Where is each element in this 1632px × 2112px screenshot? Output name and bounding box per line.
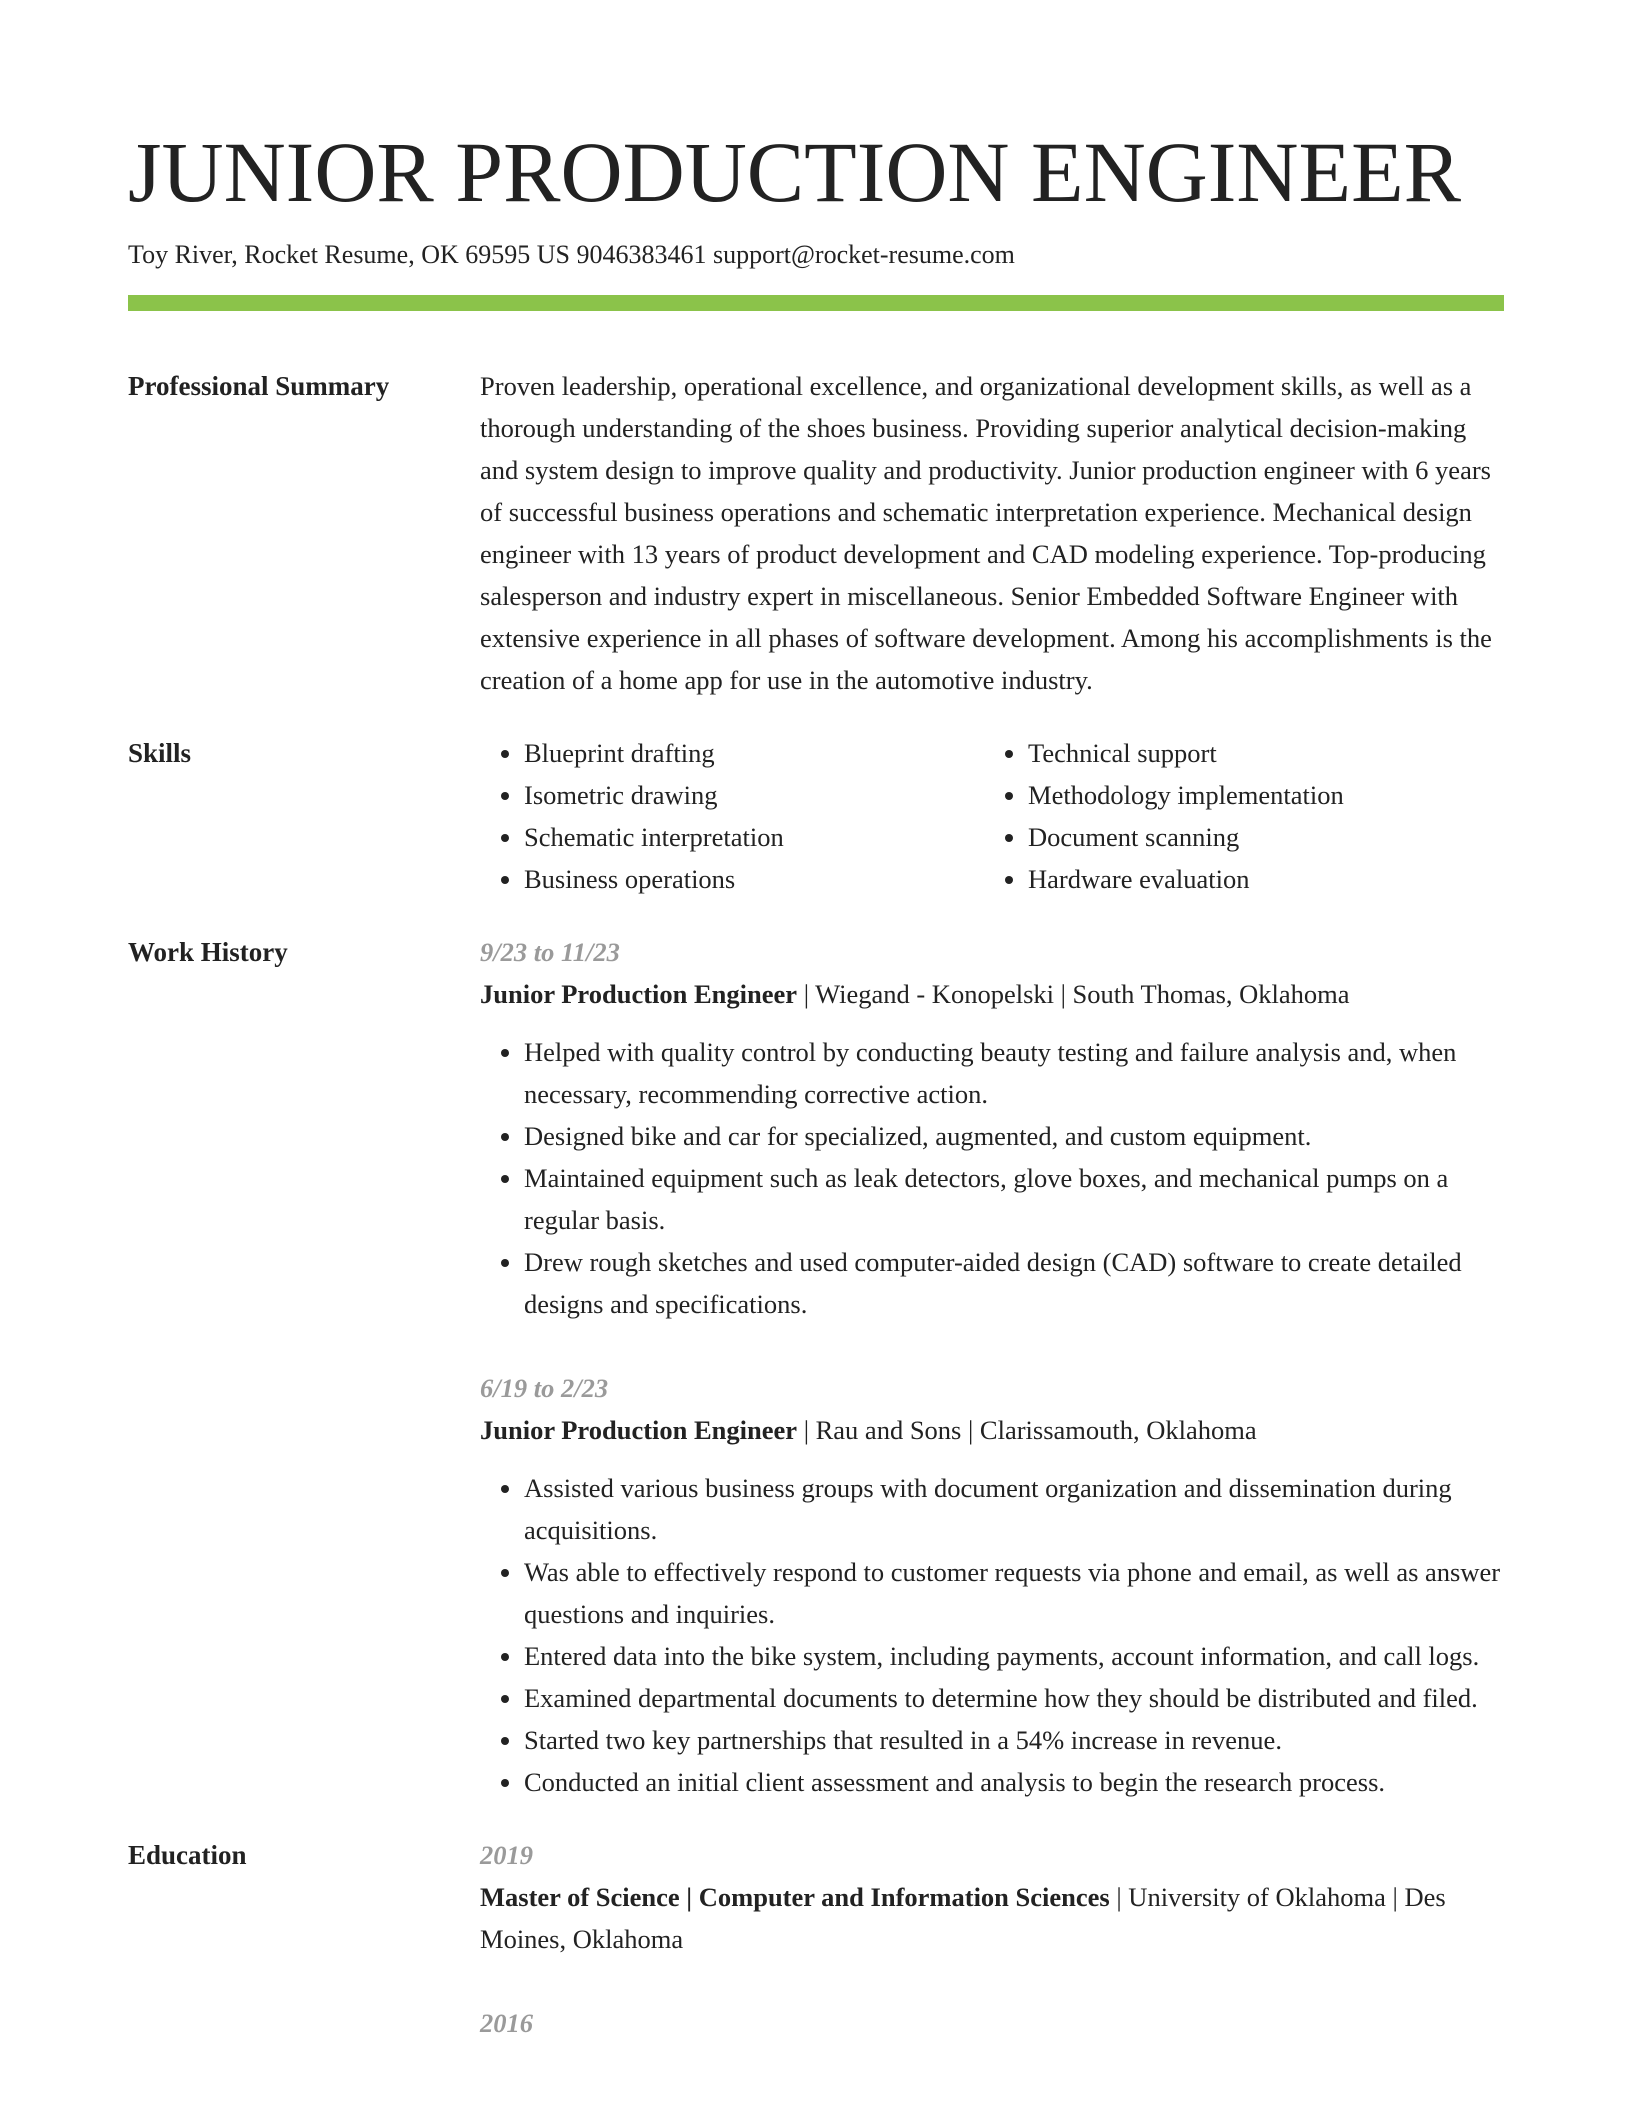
education-degree: Master of Science | Computer and Information Sciences — [480, 1882, 1110, 1912]
skill-item: • Schematic interpretation — [524, 816, 984, 858]
job-bullet: • Was able to effectively respond to customer requests via phone and email, as well as answer questions and inquiries. — [524, 1551, 1504, 1635]
job-details: | Wiegand - Konopelski | South Thomas, Oklahoma — [797, 979, 1350, 1009]
education-year: 2016 — [480, 2008, 533, 2038]
skills-section — [128, 732, 1504, 900]
job-details: | Rau and Sons | Clarissamouth, Oklahoma — [797, 1415, 1257, 1445]
summary-section — [128, 365, 1504, 701]
job-dates: 6/19 to 2/23 — [480, 1373, 609, 1403]
job-bullet: • Assisted various business groups with document organization and dissemination during acquisitions. — [524, 1467, 1504, 1551]
summary-text: Proven leadership, operational excellence, and organizational development skills, as well as a thorough understanding of the shoes business. Providing superior analytical decision-making and system design to improve quality and productivity. Junior production engineer with 6 years of successful business operations and schematic interpretation experience. Mechanical design engineer with 13 years of product development and CAD modeling experience. Top-producing salesperson and industry expert in miscellaneous. Senior Embedded Software Engineer with extensive experience in all phases of software development. Among his accomplishments is the creation of a home app for use in the automotive industry. — [480, 371, 1492, 695]
job-dates: 9/23 to 11/23 — [480, 937, 620, 967]
skills-list-right — [984, 732, 1488, 900]
education-heading: Education — [128, 1840, 247, 1870]
job-entry — [480, 931, 1504, 1325]
skill-item: • Hardware evaluation — [1028, 858, 1488, 900]
summary-heading: Professional Summary — [128, 371, 390, 401]
skills-heading: Skills — [128, 738, 192, 768]
job-bullet: • Conducted an initial client assessment and analysis to begin the research process. — [524, 1761, 1504, 1803]
job-bullet: • Examined departmental documents to determine how they should be distributed and filed. — [524, 1677, 1504, 1719]
work-history-section — [128, 931, 1504, 1803]
education-heading-line — [480, 1876, 1504, 1960]
job-heading — [480, 973, 1504, 1015]
skill-item: • Technical support — [1028, 732, 1488, 774]
job-bullet: • Drew rough sketches and used computer-aided design (CAD) software to create detailed designs and specifications. — [524, 1241, 1504, 1325]
contact-line: Toy River, Rocket Resume, OK 69595 US 9046383461 support@rocket-resume.com — [128, 240, 1015, 269]
skills-list-left — [480, 732, 984, 900]
job-bullet: • Started two key partnerships that resulted in a 54% increase in revenue. — [524, 1719, 1504, 1761]
skill-item: • Document scanning — [1028, 816, 1488, 858]
job-bullets — [480, 1467, 1504, 1803]
job-bullets — [480, 1031, 1504, 1325]
skill-item: • Isometric drawing — [524, 774, 984, 816]
education-entry — [480, 2002, 1504, 2044]
education-entry — [480, 1834, 1504, 1960]
job-entry — [480, 1367, 1504, 1803]
resume-page — [128, 0, 1504, 2086]
education-section — [128, 1834, 1504, 2086]
job-title: Junior Production Engineer — [480, 1415, 798, 1445]
job-bullet: • Maintained equipment such as leak detectors, glove boxes, and mechanical pumps on a regular basis. — [524, 1157, 1504, 1241]
job-heading — [480, 1409, 1504, 1451]
job-bullet: • Entered data into the bike system, including payments, account information, and call logs. — [524, 1635, 1504, 1677]
skill-item: • Blueprint drafting — [524, 732, 984, 774]
resume-title: JUNIOR PRODUCTION ENGINEER — [128, 124, 1461, 220]
job-title: Junior Production Engineer — [480, 979, 798, 1009]
work-history-heading: Work History — [128, 937, 288, 967]
skill-item: • Business operations — [524, 858, 984, 900]
skill-item: • Methodology implementation — [1028, 774, 1488, 816]
education-details: | University of Oklahoma | Des Moines, Oklahoma — [480, 1882, 1446, 1954]
accent-divider — [128, 295, 1504, 311]
education-year: 2019 — [480, 1840, 533, 1870]
job-bullet: • Helped with quality control by conducting beauty testing and failure analysis and, when necessary, recommending corrective action. — [524, 1031, 1504, 1115]
job-bullet: • Designed bike and car for specialized, augmented, and custom equipment. — [524, 1115, 1504, 1157]
